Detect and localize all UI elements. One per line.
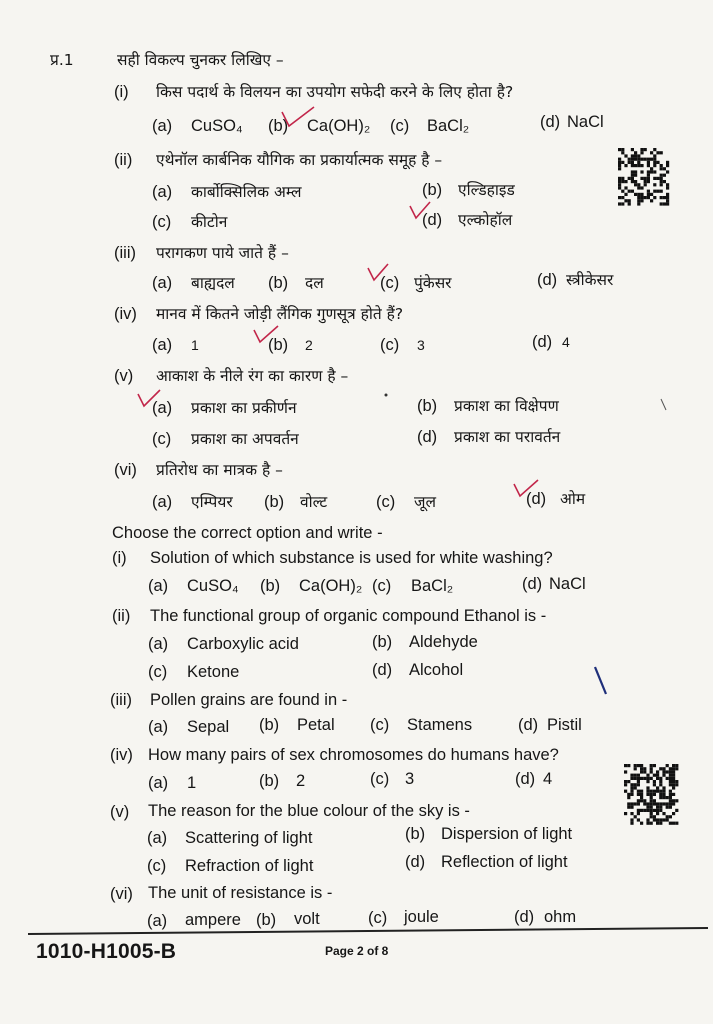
option-text: Carboxylic acid — [187, 635, 299, 653]
question-num: (vi) — [114, 461, 137, 479]
option-text: Stamens — [407, 716, 473, 734]
option-label: (c) — [147, 857, 167, 875]
option-label: (c) — [152, 213, 172, 231]
option-text: प्रकाश का परावर्तन — [454, 428, 561, 446]
option-text: प्रकाश का प्रकीर्णन — [191, 399, 297, 417]
option-label: (d) — [422, 211, 443, 229]
answer-tick-mark — [252, 324, 280, 348]
option-label: (b) — [256, 911, 277, 929]
option-text: CuSO₄ — [191, 117, 243, 135]
option-label: (d) — [532, 333, 553, 351]
option-label: (d) — [540, 113, 561, 131]
option-text: Refraction of light — [185, 857, 314, 875]
footer-rule — [28, 927, 708, 935]
option-label: (a) — [152, 274, 173, 292]
option-label: (b) — [268, 274, 289, 292]
option-label: (c) — [152, 430, 172, 448]
option-label: (c) — [390, 117, 410, 135]
option-text: एल्डिहाइड — [458, 181, 515, 199]
english-heading: Choose the correct option and write - — [112, 524, 383, 542]
option-label: (a) — [147, 912, 168, 930]
option-text: Alcohol — [409, 661, 464, 679]
answer-tick-mark — [280, 104, 316, 130]
option-label: (c) — [380, 336, 400, 354]
question-num: (v) — [110, 803, 130, 821]
question-num: (vi) — [110, 885, 133, 903]
question-num: (iii) — [110, 691, 132, 709]
page-number: Page 2 of 8 — [325, 944, 389, 958]
question-text: प्रतिरोध का मात्रक है – — [156, 461, 283, 479]
option-label: (c) — [368, 909, 388, 927]
option-label: (a) — [148, 774, 169, 792]
question-num: (iv) — [110, 746, 133, 764]
option-text: Reflection of light — [441, 853, 568, 871]
qr-code-icon — [618, 148, 670, 208]
stray-dot — [383, 392, 389, 398]
option-text: 1 — [191, 337, 199, 353]
option-label: (b) — [422, 181, 443, 199]
question-text: किस पदार्थ के विलयन का उपयोग सफेदी करने के लिए होता है? — [156, 83, 514, 101]
question-text: The unit of resistance is - — [148, 884, 333, 902]
question-num: (ii) — [112, 607, 131, 625]
question-num: (i) — [114, 83, 129, 101]
stray-pen-mark — [594, 666, 608, 696]
question-text: The functional group of organic compound Ethanol is - — [150, 607, 547, 625]
option-text: Pistil — [547, 716, 582, 734]
option-label: (c) — [380, 274, 400, 292]
option-text: Ketone — [187, 663, 240, 681]
option-text: बाह्यदल — [191, 274, 235, 292]
option-text: 2 — [305, 337, 313, 353]
option-label: (b) — [268, 117, 289, 135]
qr-code-icon — [624, 764, 680, 826]
option-label: (a) — [147, 829, 168, 847]
question-num: (iv) — [114, 305, 137, 323]
answer-tick-mark — [136, 388, 162, 412]
question-text: एथेनॉल कार्बनिक यौगिक का प्रकार्यात्मक समूह है – — [156, 151, 443, 169]
stray-dot — [660, 398, 668, 412]
option-text: ohm — [544, 908, 577, 926]
option-label: (b) — [372, 633, 393, 651]
option-text: NaCl — [567, 113, 604, 131]
option-label: (b) — [259, 772, 280, 790]
option-text: 2 — [296, 772, 306, 790]
option-label: (a) — [152, 183, 173, 201]
option-text: स्त्रीकेसर — [566, 271, 614, 289]
option-text: प्रकाश का विक्षेपण — [454, 397, 559, 415]
option-text: एल्कोहॉल — [458, 211, 513, 229]
option-text: 3 — [417, 337, 425, 353]
option-text: NaCl — [549, 575, 586, 593]
question-text: Pollen grains are found in - — [150, 691, 348, 709]
option-text: ampere — [185, 911, 241, 929]
option-text: कार्बोक्सिलिक अम्ल — [191, 183, 302, 201]
question-num: (i) — [112, 549, 127, 567]
option-label: (d) — [372, 661, 393, 679]
question-text: परागकण पाये जाते हैं – — [156, 244, 289, 262]
option-label: (d) — [405, 853, 426, 871]
question-num: (ii) — [114, 151, 133, 169]
answer-tick-mark — [512, 478, 540, 502]
option-text: Scattering of light — [185, 829, 313, 847]
option-label: (c) — [148, 663, 168, 681]
option-text: 4 — [562, 334, 570, 350]
option-text: CuSO₄ — [187, 577, 239, 595]
option-label: (d) — [537, 271, 558, 289]
question-text: मानव में कितने जोड़ी लैंगिक गुणसूत्र होते हैं? — [156, 305, 404, 323]
option-label: (c) — [370, 770, 390, 788]
question-num: (v) — [114, 367, 134, 385]
option-label: (a) — [152, 399, 173, 417]
option-label: (d) — [518, 716, 539, 734]
option-label: (c) — [376, 493, 396, 511]
option-label: (c) — [370, 716, 390, 734]
option-text: Ca(OH)₂ — [299, 577, 363, 595]
option-text: 4 — [543, 770, 553, 788]
answer-tick-mark — [366, 262, 390, 286]
option-label: (a) — [148, 577, 169, 595]
option-text: Dispersion of light — [441, 825, 573, 843]
option-label: (a) — [152, 117, 173, 135]
option-text: Aldehyde — [409, 633, 478, 651]
option-text: प्रकाश का अपवर्तन — [191, 430, 299, 448]
option-text: एम्पियर — [191, 493, 233, 511]
hindi-heading: सही विकल्प चुनकर लिखिए – — [117, 51, 284, 69]
option-text: BaCl₂ — [427, 117, 470, 135]
option-text: जूल — [414, 493, 437, 511]
option-label: (b) — [259, 716, 280, 734]
option-text: पुंकेसर — [414, 274, 452, 292]
option-label: (a) — [148, 635, 169, 653]
option-text: volt — [294, 910, 320, 928]
option-text: कीटोन — [191, 213, 228, 231]
option-text: 3 — [405, 770, 415, 788]
option-text: 1 — [187, 774, 197, 792]
option-label: (b) — [260, 577, 281, 595]
option-label: (d) — [526, 490, 547, 508]
paper-code: 1010-H1005-B — [36, 940, 177, 963]
question-num: (iii) — [114, 244, 136, 262]
answer-tick-mark — [408, 200, 432, 224]
option-label: (d) — [515, 770, 536, 788]
option-text: Ca(OH)₂ — [307, 117, 371, 135]
option-label: (c) — [372, 577, 392, 595]
option-text: Sepal — [187, 718, 230, 736]
option-label: (b) — [268, 336, 289, 354]
option-label: (d) — [522, 575, 543, 593]
option-label: (b) — [405, 825, 426, 843]
option-label: (b) — [264, 493, 285, 511]
question-text: How many pairs of sex chromosomes do humans have? — [148, 746, 559, 764]
question-text: आकाश के नीले रंग का कारण है – — [156, 367, 349, 385]
option-text: BaCl₂ — [411, 577, 454, 595]
question-number: प्र.1 — [50, 51, 74, 69]
option-label: (b) — [417, 397, 438, 415]
option-text: Petal — [297, 716, 335, 734]
question-text: The reason for the blue colour of the sky is - — [148, 802, 470, 820]
option-label: (d) — [514, 908, 535, 926]
option-text: वोल्ट — [300, 493, 328, 511]
option-label: (d) — [417, 428, 438, 446]
option-label: (a) — [152, 493, 173, 511]
question-text: Solution of which substance is used for white washing? — [150, 549, 553, 567]
option-label: (a) — [152, 336, 173, 354]
option-label: (a) — [148, 718, 169, 736]
option-text: joule — [404, 908, 439, 926]
option-text: दल — [305, 274, 324, 292]
option-text: ओम — [560, 490, 586, 508]
